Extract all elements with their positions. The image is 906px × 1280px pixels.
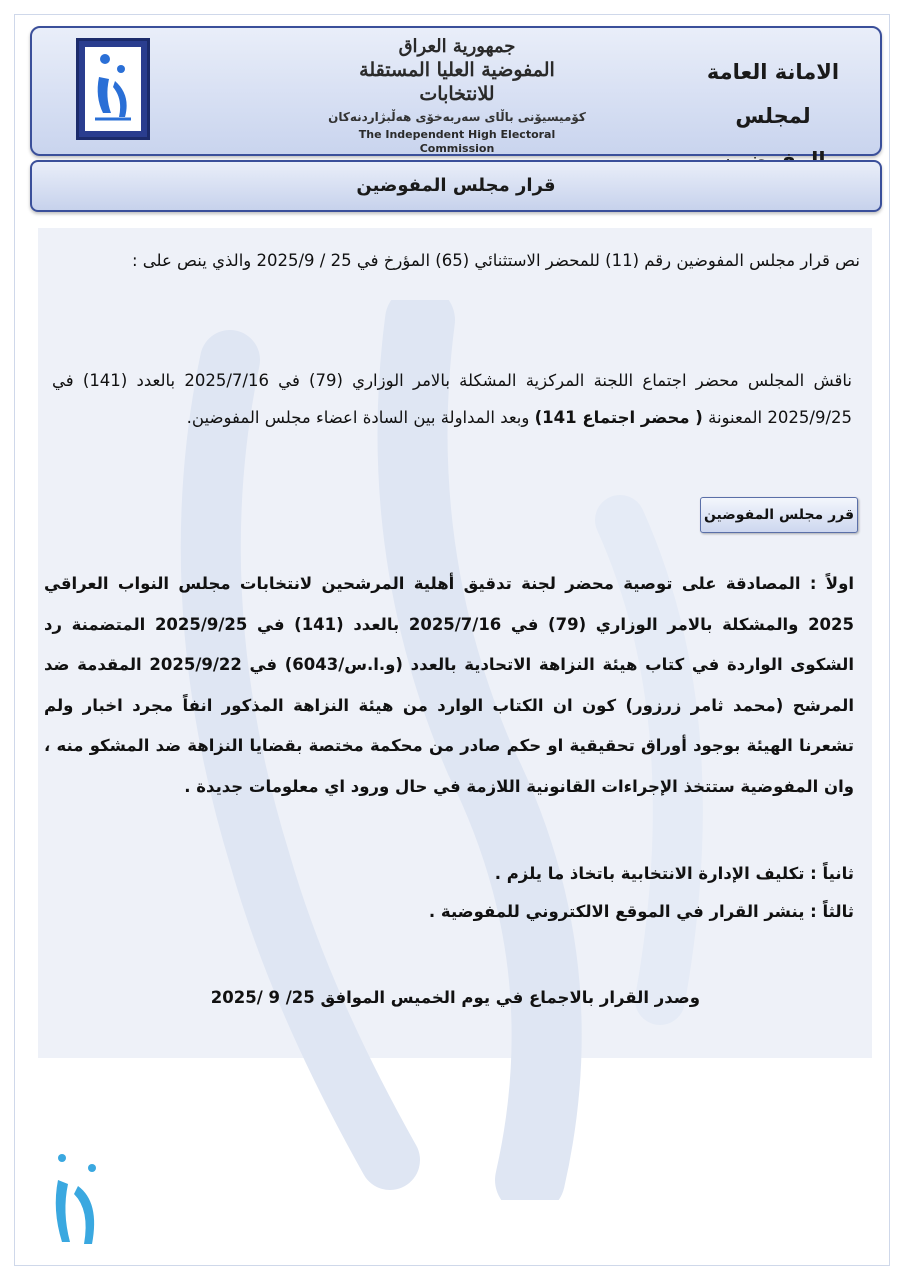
document-header [30, 26, 882, 156]
intro-paragraph: نص قرار مجلس المفوضين رقم (11) للمحضر الاستثنائي (65) المؤرخ في 25 / 2025/9 والذي ينص على : [131, 251, 860, 270]
resolved-label: قرر مجلس المفوضين [700, 497, 858, 533]
decision-third: ثالثاً : ينشر القرار في الموقع الالكتروني للمفوضية . [428, 902, 854, 921]
header-right-line1: الامانة العامة [706, 60, 840, 84]
decision-first: اولاً : المصادقة على توصية محضر لجنة تدقيق أهلية المرشحين لانتخابات مجلس النواب العراقي 2025 والمشكلة بالامر الوزاري (79) في 2025/7/16 بالعدد (141) في 2025/9/25 المتضمنة رد الشكوى الواردة في كتاب هيئة النزاهة الاتحادية بالعدد (و.ا.س/6043) في 2025/9/22 المقدمة ضد المرشح (محمد ثامر زرزور) كون ان الكتاب الوارد من هيئة النزاهة المذكور انفاً مجرد اخبار ولم تشعرنا الهيئة بوجود أوراق تحقيقية او حكم صادر من محكمة مختصة بقضايا النزاهة ضد المشكو منه ، وان المفوضية ستتخذ الإجراءات القانونية اللازمة في حال ورود اي معلومات جديدة . [44, 574, 855, 796]
ballot-icon [85, 47, 141, 131]
decision-second: ثانياً : تكليف الإدارة الانتخابية باتخاذ ما يلزم . [494, 864, 854, 883]
header-right-line2: لمجلس [735, 104, 811, 128]
issued-statement: وصدر القرار بالاجماع في يوم الخميس الموافق 25/ 9 /2025 [210, 988, 700, 1007]
commission-emblem [322, 36, 592, 156]
commission-logo [76, 38, 150, 140]
page-title: قرار مجلس المفوضين [30, 160, 882, 212]
emblem-line4: The Independent High Electoral Commission [358, 128, 556, 155]
discussion-meeting-ref: ( محضر اجتماع 141) [534, 408, 703, 427]
footer-logo [48, 1150, 106, 1250]
emblem-line3: كۆمیسیۆنی باڵای سەربەخۆی هەڵبژاردنەکان [328, 110, 586, 124]
emblem-line1: جمهورية العراق [398, 36, 516, 57]
discussion-text-before: ناقش المجلس محضر اجتماع اللجنة المركزية المشكلة بالامر الوزاري (79) في 2025/7/16 بالعدد (141) في 2025/9/25 المعنونة [52, 371, 852, 427]
discussion-text-after: وبعد المداولة بين السادة اعضاء مجلس المفوضين. [186, 408, 535, 427]
discussion-paragraph [52, 362, 852, 436]
emblem-line2: المفوضية العليا المستقلة للانتخابات [359, 59, 555, 105]
